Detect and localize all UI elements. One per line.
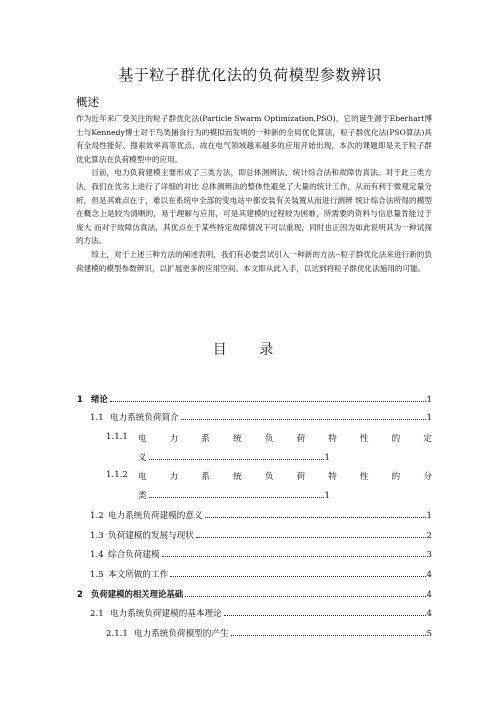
toc-entry-label: 电力系统负荷建模的意义 (108, 511, 203, 521)
abstract-paragraph: 综上，对于上述三种方法的阐述表明，我们有必要尝试引入一种新的方法--粒子群优化法来进行新的负荷建模的模型参数辨识，以扩展更多的应用空间。本文即从此入手，以达到将粒子群优化法施用的可能。 (76, 249, 432, 273)
toc-entry-page: 1 (324, 453, 330, 463)
toc-leader-dots (162, 555, 426, 557)
toc-entry-1-4[interactable] (90, 548, 432, 562)
toc-entry-label-tail: 义 (138, 453, 147, 463)
toc-entry-2-1-1[interactable] (106, 627, 432, 641)
toc-label-char: 性 (359, 472, 369, 482)
toc-label-char: 系 (201, 434, 211, 444)
toc-entry-label: 负荷建模的相关理论基础 (91, 589, 184, 599)
abstract-heading: 概述 (76, 95, 99, 109)
toc-label-char: 系 (201, 472, 211, 482)
toc-leader-dots (231, 634, 426, 636)
toc-entry-1-5[interactable] (90, 568, 432, 582)
toc-entry-1-1-1-label[interactable] (138, 432, 432, 444)
toc-entry-label: 电力系统负荷建模的基本理论 (110, 609, 222, 619)
toc-entry-label: 本文所做的工作 (108, 570, 169, 580)
toc-entry-1-1-2-label[interactable] (138, 470, 432, 482)
toc-leader-dots (196, 536, 426, 538)
document-title: 基于粒子群优化法的负荷模型参数辨识 (118, 66, 382, 84)
toc-leader-dots (170, 575, 425, 577)
abstract-paragraph: 目前，电力负荷建模主要形成了三类方法，即总体测辨法、统计综合法和故障仿真法。对于此三类方法，我们在优劣上进行了详细的对比 总体测辨法的整体性避免了大量的统计工作，从而有利于微观定量分析，但是其难点在于，难以在系统中全部的变电站中都安装有关装置从而进行测辨 统计综合法所得的模型在概念上是较为清晰的，易于理解与应用，可是其建模的过程较为困难，所需要的资料与信息量肯能过于庞大 而对于故障仿真法，其优点在于某些特定故障情况下可以重现，同时也正因为如此说明其为一种试探的方法。 (76, 168, 432, 246)
toc-label-char: 负 (264, 472, 274, 482)
toc-entry-page: 4 (426, 590, 432, 600)
toc-label-char: 性 (359, 434, 369, 444)
toc-entry-number: 1.4 (90, 550, 104, 560)
toc-label-char: 电 (138, 434, 147, 444)
toc-entry-number: 1 (77, 394, 83, 404)
toc-entry-label: 负荷建模的发展与现状 (108, 531, 194, 541)
toc-entry-2[interactable] (77, 588, 432, 602)
toc-entry-page: 2 (426, 531, 432, 541)
toc-entry-1-1-2-number (106, 470, 136, 484)
toc-label-char: 力 (169, 472, 179, 482)
toc-leader-dots (149, 496, 324, 498)
toc-label-char: 的 (391, 434, 401, 444)
toc-entry-page: 5 (426, 629, 432, 639)
toc-label-char: 特 (328, 472, 337, 482)
toc-entry-label: 绪论 (91, 394, 108, 404)
toc-entry-number: 2 (77, 589, 83, 599)
toc-entry-number: 2.1 (90, 609, 104, 619)
toc-label-char: 的 (391, 472, 401, 482)
toc-leader-dots (181, 418, 426, 420)
toc-entry-number: 1.1.2 (106, 470, 128, 480)
toc-entry-number: 2.1.1 (106, 629, 128, 639)
toc-entry-number: 1.2 (90, 511, 104, 521)
toc-entry-1-1-1-continuation[interactable] (138, 451, 330, 465)
toc-leader-dots (205, 516, 426, 518)
toc-heading: 目 录 (212, 342, 288, 358)
toc-entry-1-1[interactable] (90, 411, 432, 425)
toc-entry-page: 1 (426, 511, 432, 521)
toc-label-char: 电 (138, 472, 147, 482)
toc-label-char: 荷 (296, 472, 306, 482)
toc-entry-label: 电力系统负荷简介 (110, 413, 179, 423)
toc-entry-page: 1 (324, 491, 330, 501)
toc-leader-dots (149, 458, 324, 460)
toc-entry-1[interactable] (77, 393, 432, 407)
toc-label-char: 负 (264, 434, 274, 444)
toc-entry-page: 1 (426, 395, 432, 405)
toc-entry-number: 1.5 (90, 570, 104, 580)
toc-leader-dots (110, 400, 426, 402)
toc-leader-dots (224, 614, 426, 616)
toc-entry-label: 综合负荷建模 (108, 550, 160, 560)
toc-entry-page: 3 (426, 550, 432, 560)
toc-entry-number: 1.1 (90, 413, 104, 423)
toc-entry-page: 4 (426, 570, 432, 580)
toc-label-char: 特 (328, 434, 337, 444)
toc-entry-2-1[interactable] (90, 607, 432, 621)
toc-entry-1-3[interactable] (90, 529, 432, 543)
toc-entry-number: 1.1.1 (106, 432, 128, 442)
toc-entry-label: 电力系统负荷模型的产生 (134, 629, 229, 639)
abstract-body (76, 112, 432, 275)
toc-entry-1-2[interactable] (90, 509, 432, 523)
toc-entry-page: 1 (426, 413, 432, 423)
toc-label-char: 定 (423, 434, 432, 444)
toc-label-char: 统 (233, 434, 242, 444)
toc-label-char: 分 (423, 472, 432, 482)
toc-entry-1-1-2-continuation[interactable] (138, 489, 330, 503)
toc-label-char: 统 (233, 472, 242, 482)
toc-leader-dots (185, 595, 425, 597)
toc-label-char: 力 (169, 434, 179, 444)
toc-entry-label-tail: 类 (138, 491, 147, 501)
abstract-paragraph: 作为近年来广受关注的粒子群优化法(Particle Swarm Optimization,PSO)，它的诞生源于Eberhart博士与Kennedy博士对于鸟类捕食行为的模拟而发明的一种新的全局优化算法，粒子群优化法(PSO算法)具有全局性能好、搜索效率高等优点，故在电气领域越来越多的应用开始出现，本次的课题即是关于粒子群优化算法在负荷模型中的应用。 (76, 114, 432, 164)
toc-entry-page: 4 (426, 609, 432, 619)
toc-entry-number: 1.3 (90, 531, 104, 541)
toc-entry-1-1-1-number (106, 432, 136, 446)
toc-label-char: 荷 (296, 434, 306, 444)
